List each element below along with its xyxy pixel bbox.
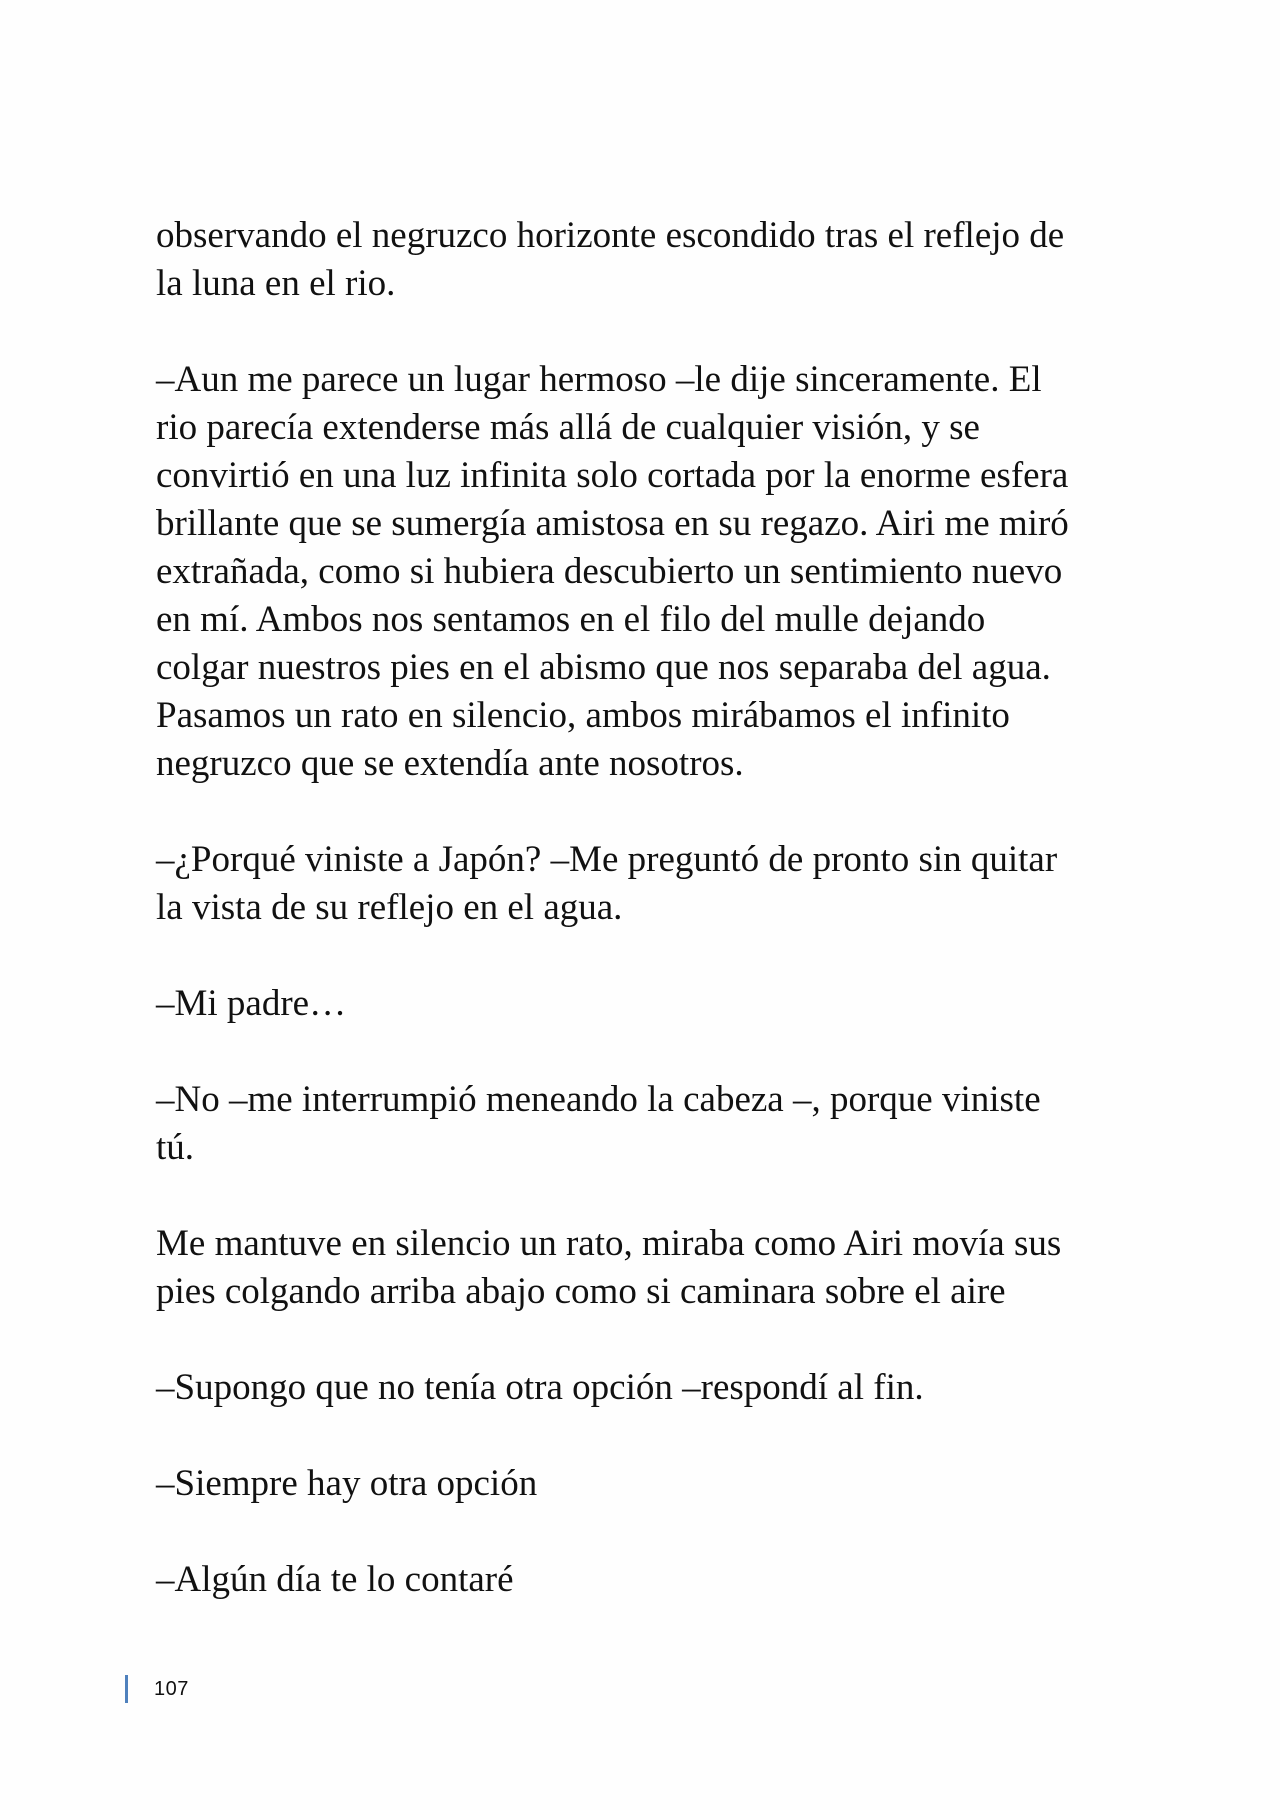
page-footer	[125, 1674, 189, 1704]
body-text	[156, 212, 1136, 1652]
text-line: rio parecía extenderse más allá de cualquier visión, y se	[156, 407, 980, 448]
paragraph-8	[156, 1460, 1136, 1508]
paragraph-9	[156, 1556, 1136, 1604]
text-line: –Algún día te lo contaré	[156, 1559, 514, 1600]
text-line: –No –me interrumpió meneando la cabeza –, porque viniste	[156, 1079, 1041, 1120]
text-line: –Mi padre…	[156, 983, 347, 1024]
text-line: extrañada, como si hubiera descubierto un sentimiento nuevo	[156, 551, 1063, 592]
paragraph-1	[156, 212, 1136, 308]
paragraph-7	[156, 1364, 1136, 1412]
paragraph-2	[156, 356, 1136, 788]
page-number: 107	[154, 1677, 189, 1700]
paragraph-6	[156, 1220, 1136, 1316]
text-line: en mí. Ambos nos sentamos en el filo del mulle dejando	[156, 599, 986, 640]
text-line: brillante que se sumergía amistosa en su regazo. Airi me miró	[156, 503, 1069, 544]
text-line: la luna en el rio.	[156, 263, 396, 304]
text-line: –¿Porqué viniste a Japón? –Me preguntó de pronto sin quitar	[156, 839, 1058, 880]
text-line: pies colgando arriba abajo como si caminara sobre el aire	[156, 1271, 1006, 1312]
text-line: tú.	[156, 1127, 195, 1168]
text-line: negruzco que se extendía ante nosotros.	[156, 743, 744, 784]
text-line: Pasamos un rato en silencio, ambos mirábamos el infinito	[156, 695, 1010, 736]
text-line: Me mantuve en silencio un rato, miraba como Airi movía sus	[156, 1223, 1062, 1264]
paragraph-4	[156, 980, 1136, 1028]
text-line: la vista de su reflejo en el agua.	[156, 887, 623, 928]
text-line: –Siempre hay otra opción	[156, 1463, 538, 1504]
text-line: –Supongo que no tenía otra opción –respondí al fin.	[156, 1367, 924, 1408]
text-line: observando el negruzco horizonte escondido tras el reflejo de	[156, 215, 1065, 256]
paragraph-3	[156, 836, 1136, 932]
footer-accent-bar	[125, 1675, 128, 1703]
text-line: colgar nuestros pies en el abismo que nos separaba del agua.	[156, 647, 1051, 688]
text-line: –Aun me parece un lugar hermoso –le dije sinceramente. El	[156, 359, 1042, 400]
text-line: convirtió en una luz infinita solo cortada por la enorme esfera	[156, 455, 1069, 496]
paragraph-5	[156, 1076, 1136, 1172]
